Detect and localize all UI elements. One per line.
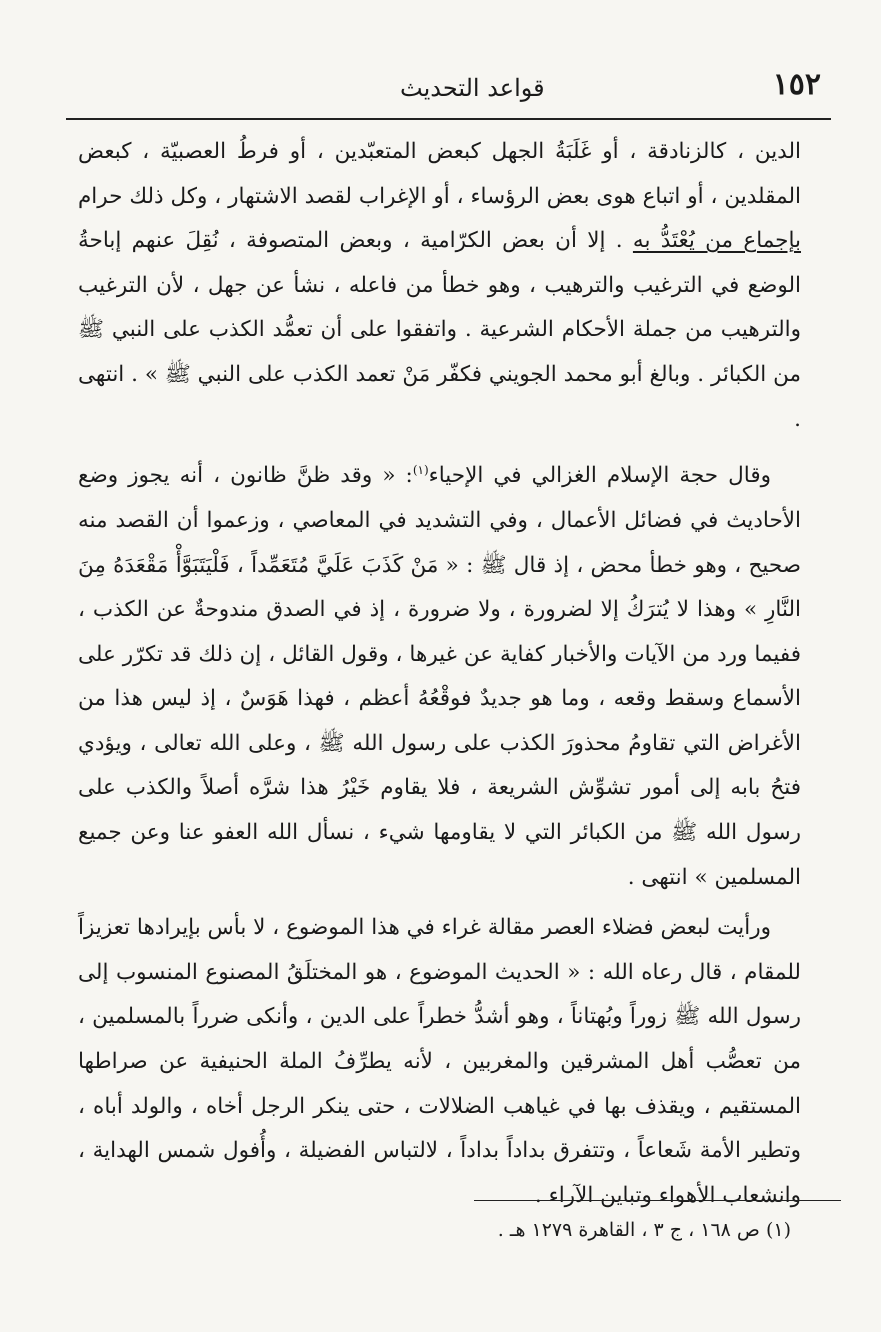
paragraph-3: ورأيت لبعض فضلاء العصر مقالة غراء في هذا الموضوع ، لا بأس بإيرادها تعزيزاً للمقام ، قال رعاه الله : « الحديث الموضوع ، هو المختلَقُ المصنوع المنسوب إلى رسول الله ﷺ زوراً وبُهتاناً ، وهو أشدُّ خطراً على الدين ، وأنكى ضرراً بالمسلمين ، من تعصُّب أهل المشرقين والمغربين ، لأنه يطرِّفُ الملة الحنيفية عن صراطها المستقيم ، ويقذف بها في غياهب الضلالات ، حتى ينكر الرجل أخاه ، والولد أباه ، وتطير الأمة شَعاعاً ، وتتفرق بداداً بداداً ، لالتباس الفضيلة ، وأُفول شمس الهداية ، وانشعاب الأهواء وتباين الآراء . (78, 915, 801, 1208)
body-text (78, 130, 801, 1218)
underlined-phrase: بإجماع من يُعْتَدُّ به (632, 228, 801, 254)
header-rule (66, 118, 831, 120)
paragraph-2 (78, 448, 801, 900)
footnote-marker: (١) (412, 463, 429, 478)
footnote-rule (474, 1200, 841, 1201)
paragraph-2-start: وقال حجة الإسلام الغزالي في الإحياء (428, 463, 771, 489)
footnote: (١) ص ١٦٨ ، ج ٣ ، القاهرة ١٢٧٩ هـ . (497, 1219, 791, 1241)
paragraph-1-start: الدين ، كالزنادقة ، أو غَلَبَةُ الجهل كبعض المتعبّدين ، أو فرطُ العصبيّة ، كبعض المقلدين ، أو اتباع هوى بعض الرؤساء ، أو الإغراب لقصد الاشتهار ، وكل ذلك حرام (78, 139, 801, 209)
page-header (70, 58, 821, 102)
running-title: قواعد التحديث (400, 74, 545, 102)
paragraph-2-end: : « وقد ظنَّ ظانون ، أنه يجوز وضع الأحاديث في فضائل الأعمال ، وفي التشديد في المعاصي ، وزعموا أن القصد منه صحيح ، وهو خطأ محض ، إذ قال ﷺ : « مَنْ كَذَبَ عَلَيَّ مُتَعَمِّداً ، فَلْيَتَبَوَّأْ مَقْعَدَهُ مِنَ النَّارِ » وهذا لا يُترَكُ إلا لضرورة ، ولا ضرورة ، إذ في الصدق مندوحةٌ عن الكذب ، ففيما ورد من الآيات والأخبار كفاية عن غيرها ، وقول القائل ، إن ذلك قد تكرّر على الأسماع وسقط وقعه ، وما هو جديدٌ فوقْعُهُ أعظم ، فهذا هَوَسٌ ، إذ ليس هذا من الأغراض التي تقاومُ محذورَ الكذب على رسول الله ﷺ ، وعلى الله تعالى ، ويؤدي فتحُ بابه إلى أمور تشوِّش الشريعة ، فلا يقاوم خَيْرُ هذا شرَّه أصلاً والكذب على رسول الله ﷺ من الكبائر التي لا يقاومها شيء ، نسأل الله العفو عنا وعن جميع المسلمين » انتهى . (78, 463, 801, 890)
page-number: ١٥٢ (772, 67, 821, 102)
paragraph-1 (78, 130, 801, 442)
paragraph-1-end: . إلا أن بعض الكرّامية ، وبعض المتصوفة ، نُقِلَ عنهم إباحةُ الوضع في الترغيب والترهيب ، وهو خطأ من فاعله ، نشأ عن جهل ، لأن الترغيب والترهيب من جملة الأحكام الشرعية . واتفقوا على أن تعمُّد الكذب على النبي ﷺ من الكبائر . وبالغ أبو محمد الجويني فكفّر مَنْ تعمد الكذب على النبي ﷺ » . انتهى . (78, 228, 802, 432)
